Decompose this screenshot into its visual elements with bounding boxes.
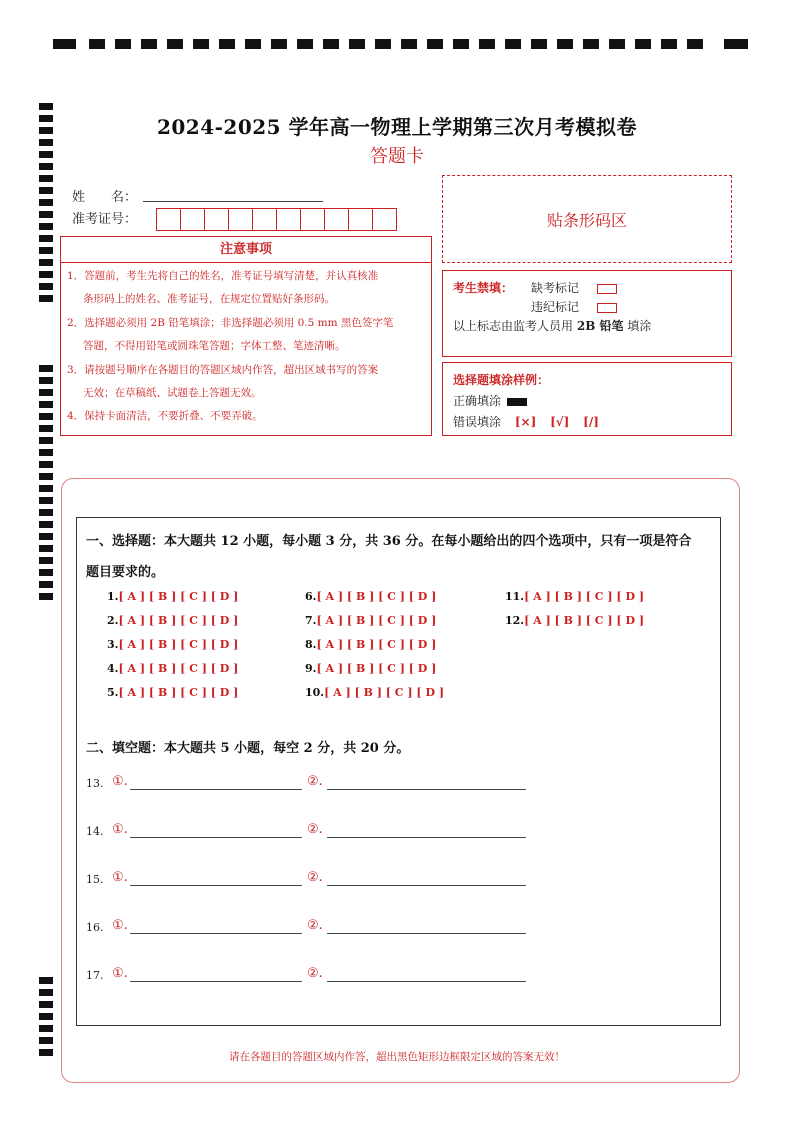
answer-blank[interactable] <box>130 981 302 982</box>
timing-mark <box>39 425 53 432</box>
question-6[interactable]: 6.[ A ] [ B ] [ C ] [ D ] <box>305 590 437 603</box>
note-line: 答题，不得用铅笔或圆珠笔答题；字体工整、笔迹清晰。 <box>83 340 346 352</box>
wrong-sample-row <box>453 413 599 430</box>
timing-mark <box>39 593 53 600</box>
sample-heading: 选择题填涂样例： <box>453 373 550 387</box>
question-1[interactable]: 1.[ A ] [ B ] [ C ] [ D ] <box>107 590 239 603</box>
answer-blank[interactable] <box>130 933 302 934</box>
timing-mark <box>193 39 209 49</box>
timing-mark <box>323 39 339 49</box>
absent-mark-row <box>531 279 617 296</box>
timing-mark <box>583 39 599 49</box>
timing-mark <box>479 39 495 49</box>
note-line: 1．答题前，考生先将自己的姓名，准考证号填写清楚，并认真核准 <box>67 270 379 282</box>
timing-mark <box>39 211 53 218</box>
timing-mark <box>89 39 105 49</box>
instruction-bold: 2B 铅笔 <box>576 319 624 333</box>
id-digit-box[interactable] <box>300 208 325 231</box>
question-5[interactable]: 5.[ A ] [ B ] [ C ] [ D ] <box>107 686 239 699</box>
blank-marker-2: ②. <box>307 822 323 837</box>
question-8[interactable]: 8.[ A ] [ B ] [ C ] [ D ] <box>305 638 437 651</box>
timing-mark <box>39 223 53 230</box>
timing-mark <box>39 389 53 396</box>
section1-title-line2: 题目要求的。 <box>86 565 165 580</box>
blank-marker-2: ②. <box>307 870 323 885</box>
blank-marker-1: ①. <box>112 918 128 933</box>
note-line: 3．请按题号顺序在各题目的答题区域内作答，超出区域书写的答案 <box>67 364 379 376</box>
blank-marker-1: ①. <box>112 774 128 789</box>
question-10[interactable]: 10.[ A ] [ B ] [ C ] [ D ] <box>305 686 445 699</box>
wrong-example: [/] <box>583 415 599 429</box>
timing-mark <box>39 473 53 480</box>
absent-mark-box[interactable] <box>597 284 617 294</box>
timing-mark <box>349 39 365 49</box>
id-digit-box[interactable] <box>180 208 205 231</box>
note-line: 4．保持卡面清洁，不要折叠、不要弄破。 <box>67 410 263 422</box>
answer-blank[interactable] <box>327 885 526 886</box>
correct-label: 正确填涂 <box>453 394 502 408</box>
proctor-instruction <box>453 317 651 334</box>
question-4[interactable]: 4.[ A ] [ B ] [ C ] [ D ] <box>107 662 239 675</box>
id-number-boxes[interactable] <box>156 208 396 231</box>
timing-mark <box>297 39 313 49</box>
timing-mark <box>39 283 53 290</box>
fill-question-number: 14. <box>86 825 104 838</box>
timing-mark <box>39 175 53 182</box>
id-digit-box[interactable] <box>228 208 253 231</box>
answer-blank[interactable] <box>327 789 526 790</box>
wrong-label: 错误填涂 <box>453 415 502 429</box>
timing-mark <box>427 39 443 49</box>
timing-mark <box>39 295 53 302</box>
answer-blank[interactable] <box>327 837 526 838</box>
filled-sample <box>507 398 527 406</box>
timing-mark <box>39 235 53 242</box>
timing-mark <box>661 39 677 49</box>
question-7[interactable]: 7.[ A ] [ B ] [ C ] [ D ] <box>305 614 437 627</box>
fill-sample-box <box>442 362 732 436</box>
timing-mark <box>39 497 53 504</box>
notes-heading: 注意事项 <box>61 237 431 263</box>
question-11[interactable]: 11.[ A ] [ B ] [ C ] [ D ] <box>505 590 645 603</box>
timing-mark <box>687 39 703 49</box>
timing-mark <box>39 377 53 384</box>
blank-marker-1: ①. <box>112 870 128 885</box>
timing-mark <box>724 39 748 49</box>
answer-blank[interactable] <box>327 933 526 934</box>
timing-mark <box>39 485 53 492</box>
blank-marker-2: ②. <box>307 966 323 981</box>
timing-mark <box>39 199 53 206</box>
fill-question-number: 15. <box>86 873 104 886</box>
barcode-area <box>442 175 732 263</box>
question-3[interactable]: 3.[ A ] [ B ] [ C ] [ D ] <box>107 638 239 651</box>
violation-mark-row <box>531 298 617 315</box>
timing-mark <box>39 581 53 588</box>
timing-mark <box>39 1013 53 1020</box>
note-line: 无效；在草稿纸、试题卷上答题无效。 <box>83 387 262 399</box>
wrong-example: [√] <box>550 415 570 429</box>
note-line: 2．选择题必须用 2B 铅笔填涂；非选择题必须用 0.5 mm 黑色签字笔 <box>67 317 394 329</box>
timing-mark <box>401 39 417 49</box>
blank-marker-2: ②. <box>307 918 323 933</box>
id-digit-box[interactable] <box>204 208 229 231</box>
blank-marker-1: ①. <box>112 966 128 981</box>
timing-mark <box>245 39 261 49</box>
blank-marker-2: ②. <box>307 774 323 789</box>
id-label: 准考证号： <box>72 212 138 227</box>
timing-mark <box>39 545 53 552</box>
timing-mark <box>609 39 625 49</box>
blank-marker-1: ①. <box>112 822 128 837</box>
section1-title-line1: 一、选择题：本大题共 12 小题，每小题 3 分，共 36 分。在每小题给出的四个选项中，只有一项是符合 <box>86 534 692 549</box>
proctor-heading: 考生禁填： <box>453 281 514 295</box>
name-label: 姓 名： <box>72 190 138 205</box>
violation-mark-box[interactable] <box>597 303 617 313</box>
question-2[interactable]: 2.[ A ] [ B ] [ C ] [ D ] <box>107 614 239 627</box>
timing-mark <box>39 437 53 444</box>
timing-mark <box>39 1025 53 1032</box>
absent-mark-label: 缺考标记 <box>531 281 580 295</box>
answer-blank[interactable] <box>130 837 302 838</box>
answer-blank[interactable] <box>130 789 302 790</box>
timing-mark <box>219 39 235 49</box>
timing-mark <box>39 569 53 576</box>
timing-mark <box>39 401 53 408</box>
barcode-label: 贴条形码区 <box>546 210 627 230</box>
wrong-example: [×] <box>514 415 537 429</box>
timing-mark <box>39 247 53 254</box>
instruction-pre: 以上标志由监考人员用 <box>453 319 574 333</box>
question-9[interactable]: 9.[ A ] [ B ] [ C ] [ D ] <box>305 662 437 675</box>
timing-mark <box>167 39 183 49</box>
timing-mark <box>39 259 53 266</box>
timing-mark <box>505 39 521 49</box>
timing-mark <box>141 39 157 49</box>
section2-title: 二、填空题：本大题共 5 小题，每空 2 分，共 20 分。 <box>86 741 410 756</box>
fill-question-number: 13. <box>86 777 104 790</box>
timing-mark <box>271 39 287 49</box>
timing-mark <box>453 39 469 49</box>
timing-mark <box>39 533 53 540</box>
timing-mark <box>39 1001 53 1008</box>
timing-mark <box>115 39 131 49</box>
timing-mark <box>531 39 547 49</box>
violation-mark-label: 违纪标记 <box>531 300 580 314</box>
timing-mark <box>39 103 53 110</box>
timing-mark <box>39 365 53 372</box>
timing-mark <box>39 1037 53 1044</box>
timing-mark <box>375 39 391 49</box>
notes-box <box>60 236 432 436</box>
page-subtitle: 答题卡 <box>370 146 424 167</box>
footer-note: 请在各题目的答题区域内作答，超出黑色矩形边框限定区域的答案无效！ <box>229 1051 565 1063</box>
note-line: 条形码上的姓名、准考证号，在规定位置贴好条形码。 <box>83 293 335 305</box>
timing-mark <box>39 449 53 456</box>
timing-mark <box>635 39 651 49</box>
id-digit-box[interactable] <box>324 208 349 231</box>
fill-question-number: 17. <box>86 969 104 982</box>
timing-mark <box>39 521 53 528</box>
name-field[interactable] <box>143 200 323 202</box>
timing-mark <box>53 39 76 49</box>
timing-mark <box>39 187 53 194</box>
timing-mark <box>39 509 53 516</box>
id-digit-box[interactable] <box>348 208 373 231</box>
question-12[interactable]: 12.[ A ] [ B ] [ C ] [ D ] <box>505 614 645 627</box>
timing-mark <box>39 989 53 996</box>
answer-blank[interactable] <box>327 981 526 982</box>
proctor-marks-box <box>442 270 732 357</box>
id-digit-box[interactable] <box>276 208 301 231</box>
page-title: 2024-2025 学年高一物理上学期第三次月考模拟卷 <box>156 115 638 139</box>
timing-mark <box>39 977 53 984</box>
answer-blank[interactable] <box>130 885 302 886</box>
timing-mark <box>39 557 53 564</box>
id-digit-box[interactable] <box>372 208 397 231</box>
timing-mark <box>39 413 53 420</box>
timing-mark <box>39 271 53 278</box>
id-digit-box[interactable] <box>252 208 277 231</box>
timing-mark <box>39 461 53 468</box>
fill-question-number: 16. <box>86 921 104 934</box>
id-digit-box[interactable] <box>156 208 181 231</box>
timing-mark <box>557 39 573 49</box>
instruction-post: 填涂 <box>627 319 652 333</box>
correct-sample-row <box>453 392 527 409</box>
